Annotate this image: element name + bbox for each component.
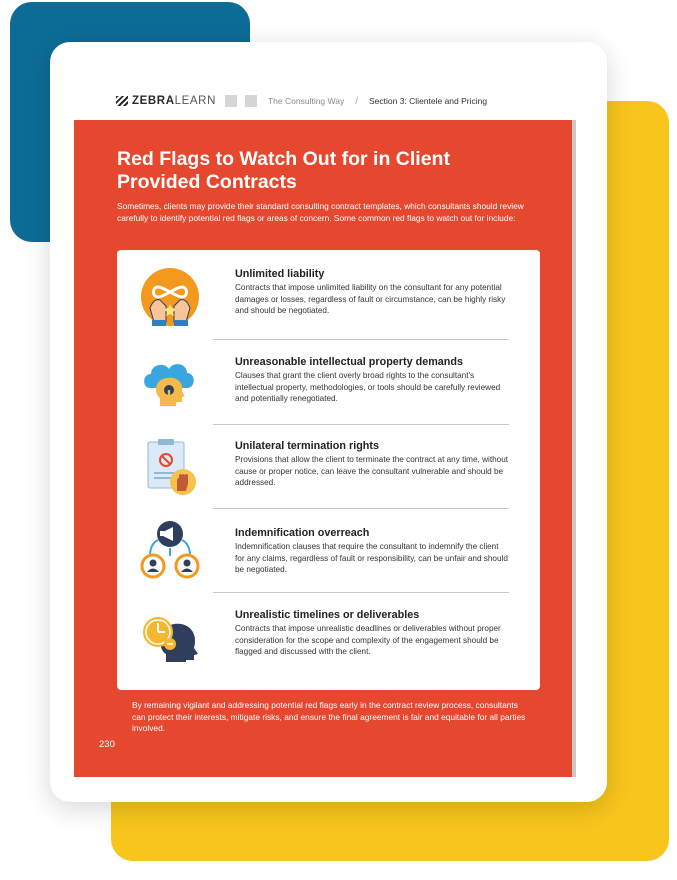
logo-text-bold: ZEBRA bbox=[132, 95, 175, 107]
breadcrumb-separator: / bbox=[355, 95, 358, 107]
page-header bbox=[116, 94, 487, 108]
item-description: Indemnification clauses that require the consultant to indemnify the client for any claims, regardless of fault or responsibility, can be unfair and should be negotiated. bbox=[235, 542, 508, 575]
item-description: Contracts that impose unlimited liability on the consultant for any potential damages or losses, regardless of fault or circumstance, can be highly risky and should be negotiated. bbox=[235, 283, 506, 316]
cloud-head-lock-icon bbox=[136, 350, 204, 416]
clock-head-icon bbox=[136, 604, 204, 670]
book-title: The Consulting Way bbox=[267, 96, 345, 106]
divider bbox=[213, 508, 509, 509]
logo-text-light: LEARN bbox=[174, 95, 216, 107]
item-title: Unrealistic timelines or deliverables bbox=[235, 609, 420, 621]
item-title: Indemnification overreach bbox=[235, 527, 370, 539]
megaphone-people-icon bbox=[136, 518, 204, 584]
item-title: Unreasonable intellectual property demands bbox=[235, 356, 463, 368]
section-title: Section 3: Clientele and Pricing bbox=[368, 96, 488, 106]
page-title: Red Flags to Watch Out for in Client Provided Contracts bbox=[117, 148, 450, 193]
divider bbox=[213, 424, 509, 425]
page-edge bbox=[572, 120, 576, 777]
red-flags-card bbox=[117, 250, 540, 690]
placeholder-square-icon bbox=[245, 95, 257, 107]
item-description: Clauses that grant the client overly broad rights to the consultant's intellectual property, methodologies, or tools should be carefully reviewed and potentially renegotiated. bbox=[235, 371, 501, 404]
item-description: Contracts that impose unrealistic deadlines or deliverables without proper consideration for the scope and complexity of the engagement should be flagged and discussed with the client. bbox=[235, 624, 501, 657]
page-number: 230 bbox=[99, 739, 115, 750]
divider bbox=[213, 592, 509, 593]
divider bbox=[213, 339, 509, 340]
closing-paragraph: By remaining vigilant and addressing potential red flags early in the contract review process, consultants can protect their interests, mitigate risks, and ensure the final agreement is fair and equitable for all parties involved. bbox=[132, 700, 526, 733]
zebra-stripes-icon bbox=[116, 96, 128, 106]
zebralearn-logo bbox=[116, 95, 216, 107]
book-page bbox=[74, 120, 572, 777]
tablet-frame bbox=[50, 42, 607, 802]
infinity-hands-icon bbox=[136, 264, 204, 330]
item-description: Provisions that allow the client to terminate the contract at any time, without cause or proper notice, can leave the consultant vulnerable and should be addressed. bbox=[235, 455, 509, 488]
item-title: Unlimited liability bbox=[235, 268, 325, 280]
document-stop-hand-icon bbox=[136, 436, 204, 502]
placeholder-square-icon bbox=[225, 95, 237, 107]
item-title: Unilateral termination rights bbox=[235, 440, 379, 452]
intro-paragraph: Sometimes, clients may provide their standard consulting contract templates, which consultants should review carefully to identify potential red flags or areas of concern. Some common red flags to watch out for include: bbox=[117, 201, 524, 223]
